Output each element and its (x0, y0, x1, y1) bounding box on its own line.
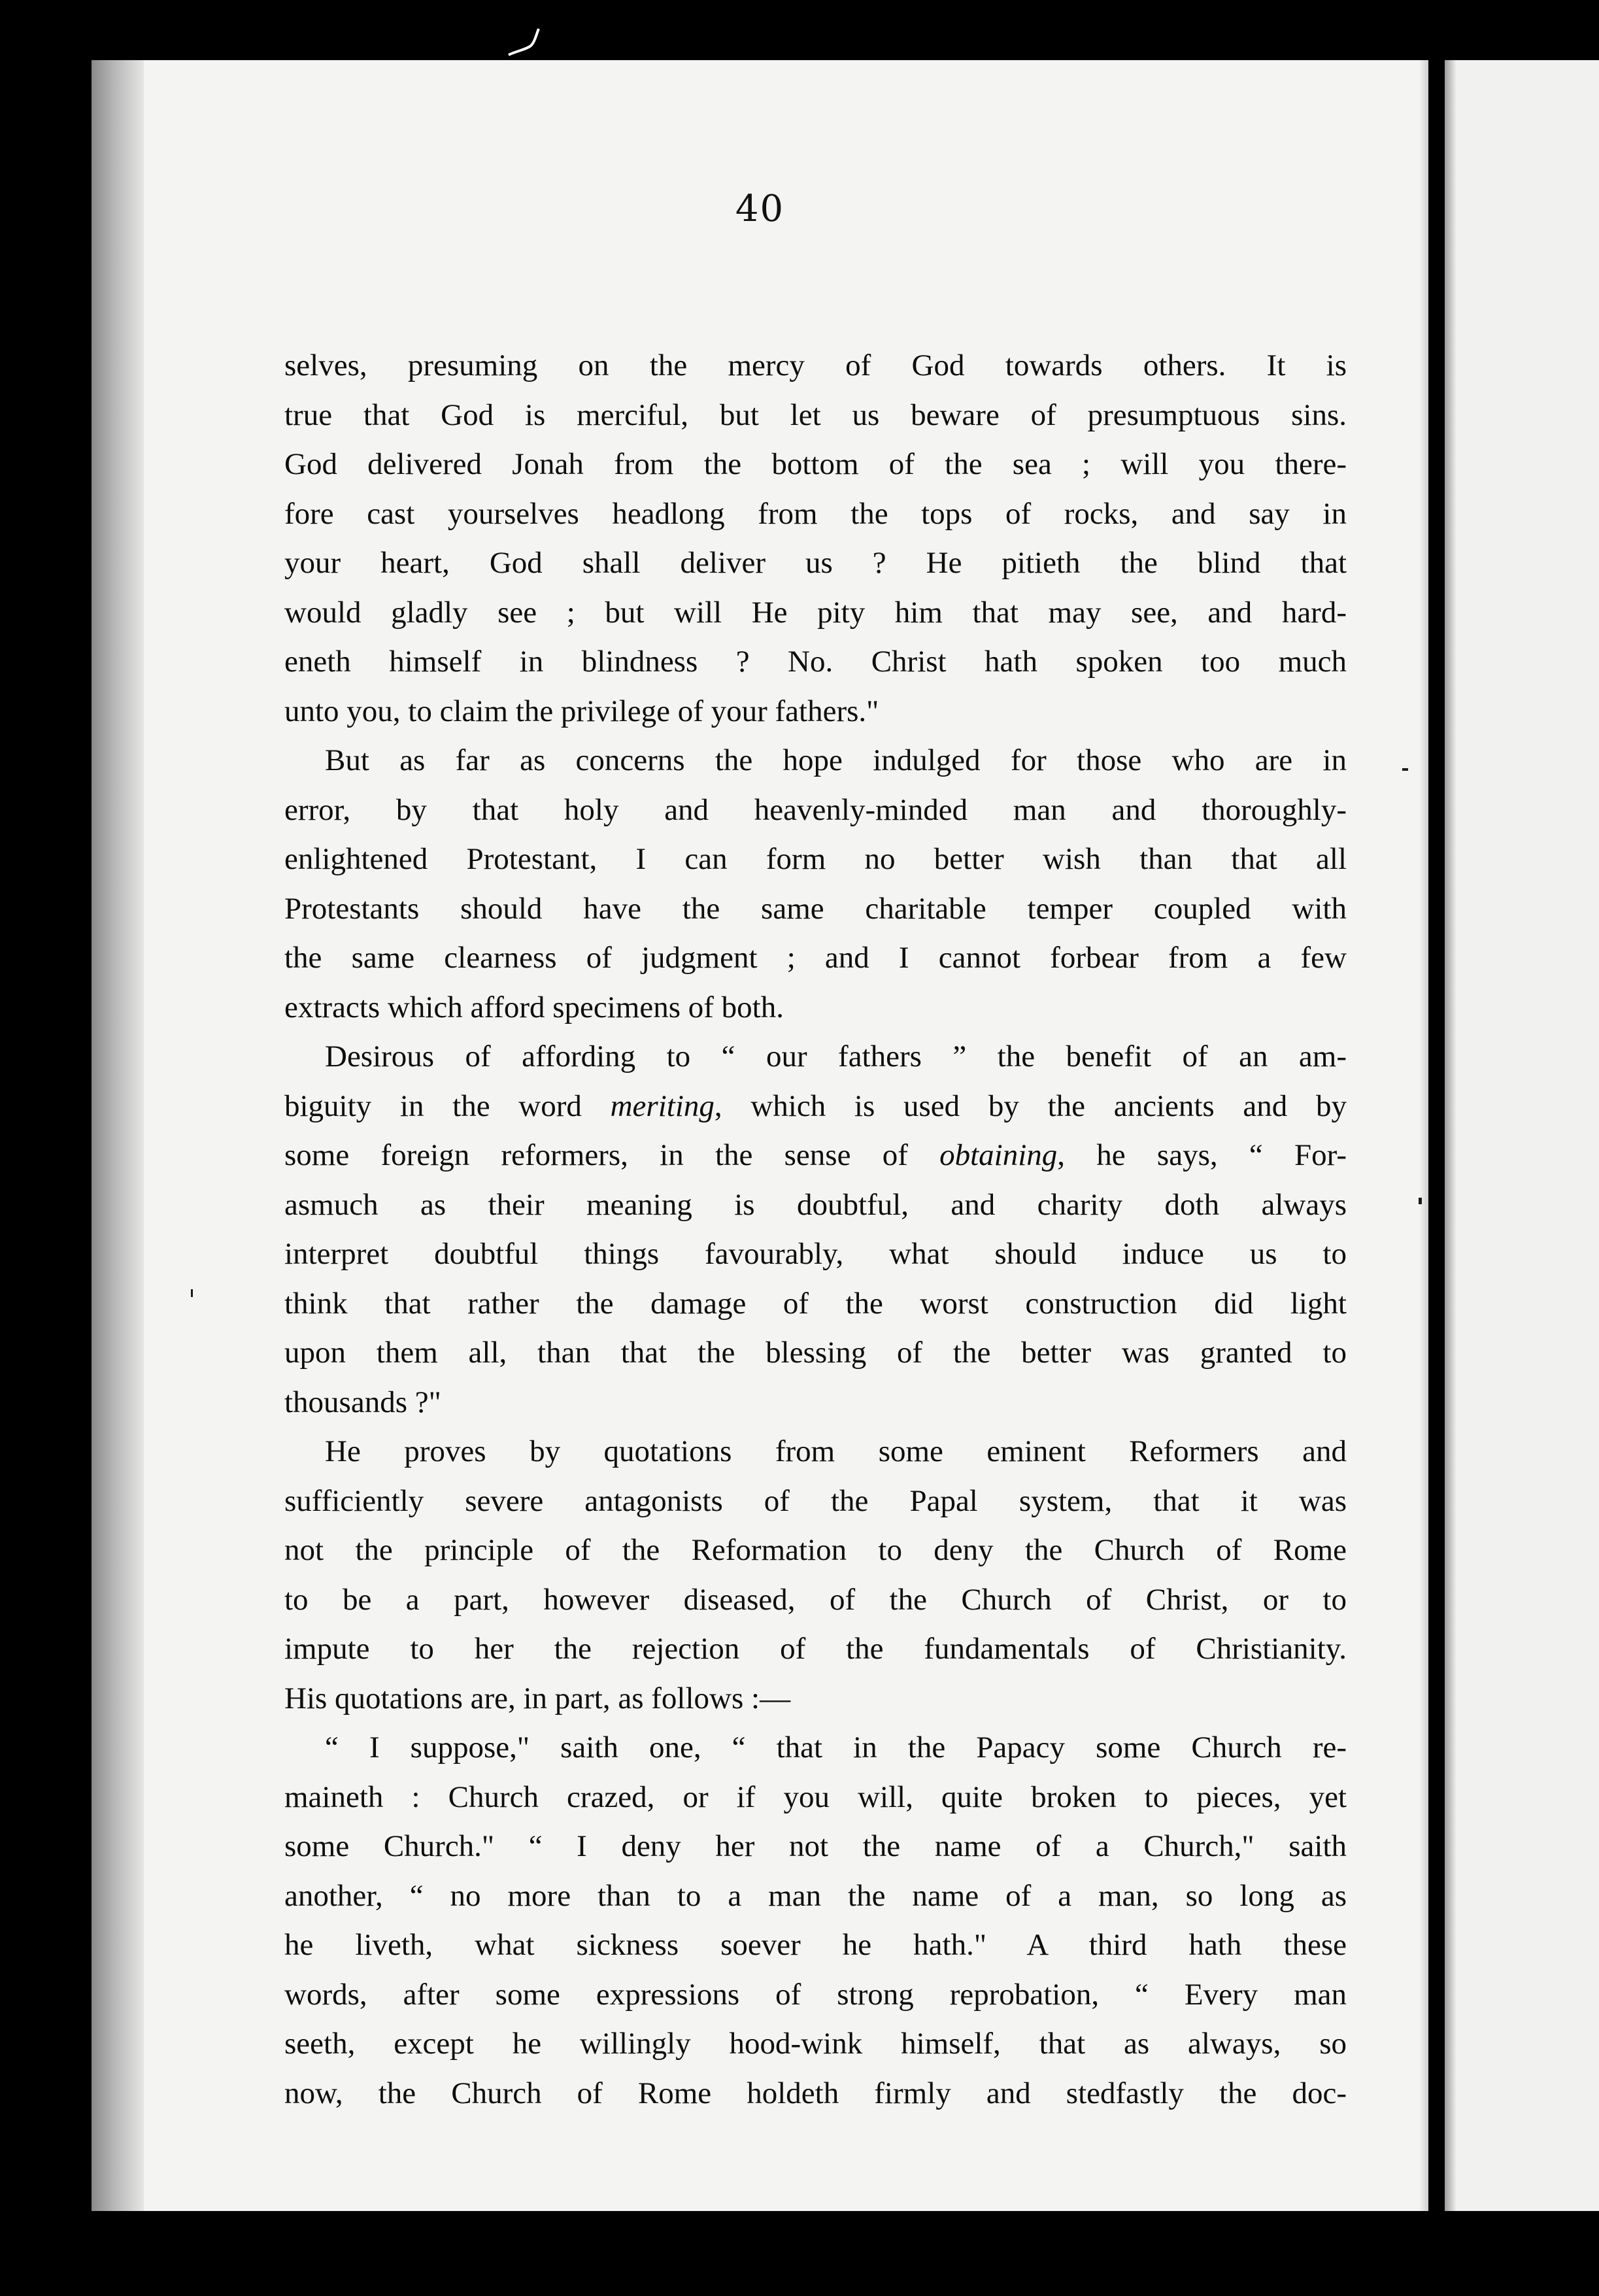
text-line: “ I suppose," saith one, “ that in the Papacy some Church re- (325, 1730, 1347, 1764)
text-line: sufficiently severe antagonists of the Papal system, that it was (284, 1483, 1347, 1518)
text-line: He proves by quotations from some eminent Reformers and (325, 1434, 1347, 1468)
text-segment: biguity in the word (284, 1089, 611, 1123)
text-line: he liveth, what sickness soever he hath." A third hath these (284, 1928, 1347, 1962)
text-line: selves, presuming on the mercy of God towards others. It is (284, 348, 1347, 382)
book-page (92, 60, 1428, 2211)
text-segment: , which is used by the ancients and by (714, 1089, 1347, 1123)
text-line: words, after some expressions of strong reprobation, “ Every man (284, 1977, 1347, 2012)
text-line: extracts which afford specimens of both. (284, 990, 784, 1024)
text-line: true that God is merciful, but let us beware of presumptuous sins. (284, 397, 1347, 432)
text-line: your heart, God shall deliver us ? He pitieth the blind that (284, 546, 1347, 580)
text-segment: , he says, “ For- (1057, 1138, 1347, 1172)
text-line: His quotations are, in part, as follows :— (284, 1681, 791, 1715)
text-line: would gladly see ; but will He pity him that may see, and hard- (284, 595, 1347, 630)
text-line (284, 1131, 1347, 1181)
text-line: some Church." “ I deny her not the name of a Church," saith (284, 1829, 1347, 1863)
text-line: not the principle of the Reformation to deny the Church of Rome (284, 1533, 1347, 1567)
ink-speck (1419, 1198, 1422, 1204)
italic-term: meriting (610, 1089, 715, 1123)
page-edge (1419, 60, 1428, 2211)
ink-tick-mark (503, 26, 543, 59)
text-line: But as far as concerns the hope indulged for those who are in (325, 743, 1347, 777)
text-line (284, 1082, 1347, 1132)
text-line: upon them all, than that the blessing of the better was granted to (284, 1336, 1347, 1370)
gutter-shadow (92, 60, 144, 2211)
text-line: Protestants should have the same charitable temper coupled with (284, 891, 1347, 926)
text-line: unto you, to claim the privilege of your fathers." (284, 694, 879, 728)
text-line: asmuch as their meaning is doubtful, and charity doth always (284, 1187, 1347, 1222)
text-line: enlightened Protestant, I can form no better wish than that all (284, 842, 1347, 876)
text-line: think that rather the damage of the worst construction did light (284, 1286, 1347, 1321)
text-line: fore cast yourselves headlong from the tops of rocks, and say in (284, 496, 1347, 531)
text-line: eneth himself in blindness ? No. Christ hath spoken too much (284, 645, 1347, 679)
text-line: impute to her the rejection of the fundamentals of Christianity. (284, 1632, 1347, 1666)
body-text (284, 341, 1347, 2118)
ink-speck (191, 1289, 193, 1297)
facing-page (1445, 60, 1599, 2211)
text-line: Desirous of affording to “ our fathers ” the benefit of an am- (325, 1039, 1347, 1073)
text-line: thousands ?" (284, 1385, 441, 1419)
text-line: maineth : Church crazed, or if you will, quite broken to pieces, yet (284, 1780, 1347, 1814)
text-line: interpret doubtful things favourably, what should induce us to (284, 1237, 1347, 1271)
text-line: God delivered Jonah from the bottom of the sea ; will you there- (284, 447, 1347, 481)
text-line: the same clearness of judgment ; and I cannot forbear from a few (284, 941, 1347, 975)
text-line: now, the Church of Rome holdeth firmly and stedfastly the doc- (284, 2076, 1347, 2110)
text-segment: some foreign reformers, in the sense of (284, 1138, 940, 1172)
italic-term: obtaining (939, 1138, 1058, 1172)
ink-speck (1402, 768, 1408, 771)
text-line: seeth, except he willingly hood-wink himself, that as always, so (284, 2027, 1347, 2061)
facing-page-gutter (1445, 60, 1456, 2211)
text-line: error, by that holy and heavenly-minded man and thoroughly- (284, 792, 1347, 827)
text-line: another, “ no more than to a man the name of a man, so long as (284, 1878, 1347, 1913)
page-number: 40 (735, 188, 785, 230)
text-line: to be a part, however diseased, of the Church of Christ, or to (284, 1582, 1347, 1617)
